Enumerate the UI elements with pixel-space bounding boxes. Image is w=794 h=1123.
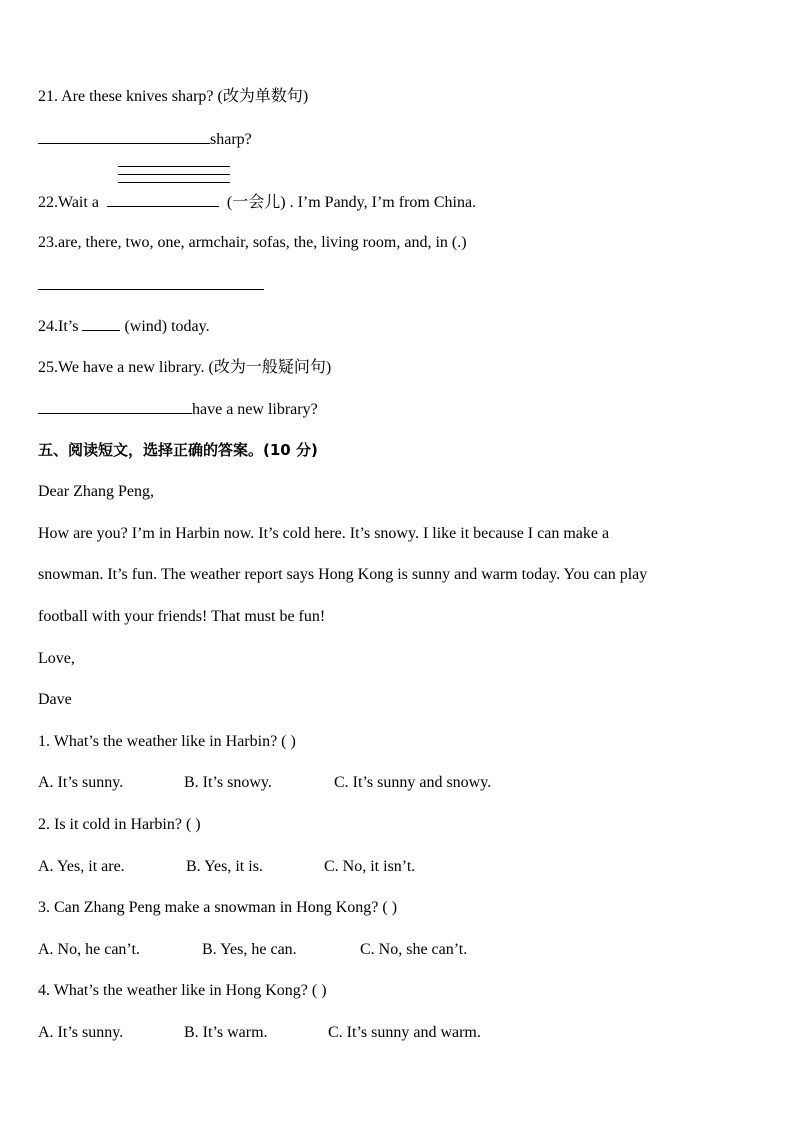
option-a[interactable]: A. It’s sunny. [38, 774, 124, 791]
answer-blank[interactable] [38, 399, 192, 414]
letter-body-line: How are you? I’m in Harbin now. It’s cold here. It’s snowy. I like it because I can make a [38, 525, 610, 542]
question-24-prefix: 24.It’s [38, 318, 79, 335]
question-24-suffix: (wind) today. [124, 318, 210, 335]
reading-question-4: 4. What’s the weather like in Hong Kong? ( ) [38, 982, 327, 999]
option-c[interactable]: C. It’s sunny and warm. [328, 1024, 481, 1041]
letter-closing: Love, [38, 650, 75, 667]
question-23-text: 23.are, there, two, one, armchair, sofas, the, living room, and, in (.) [38, 234, 467, 251]
reading-options-4 [38, 1023, 481, 1043]
reading-options-3 [38, 940, 467, 960]
section-title: 五、阅读短文，选择正确的答案。(10 分) [38, 441, 318, 459]
question-23 [38, 233, 467, 253]
answer-line [118, 166, 230, 167]
question-25 [38, 358, 331, 378]
question-25-answer-line [38, 399, 318, 420]
option-b[interactable]: B. It’s warm. [184, 1024, 268, 1041]
question-24 [38, 316, 210, 337]
question-22-prefix: 22.Wait a [38, 194, 99, 211]
option-c[interactable]: C. It’s sunny and snowy. [334, 774, 492, 791]
option-a[interactable]: A. Yes, it are. [38, 858, 125, 875]
option-b[interactable]: B. Yes, he can. [202, 941, 297, 958]
answer-blank[interactable] [82, 316, 120, 331]
question-25-text: 25.We have a new library. (改为一般疑问句) [38, 359, 332, 376]
answer-line [118, 174, 230, 175]
option-c[interactable]: C. No, it isn’t. [324, 858, 416, 875]
reading-options-2 [38, 857, 415, 877]
letter-signature: Dave [38, 691, 72, 708]
question-21-text: 21. Are these knives sharp? (改为单数句) [38, 88, 309, 105]
option-a[interactable]: A. It’s sunny. [38, 1024, 124, 1041]
question-23-answer-line [38, 275, 264, 296]
question-22-suffix: (一会儿) . I’m Pandy, I’m from China. [226, 194, 477, 211]
letter-body-line: football with your friends! That must be fun! [38, 608, 326, 625]
answer-blank[interactable] [38, 129, 210, 144]
answer-suffix: sharp? [210, 131, 252, 148]
letter-body-line: snowman. It’s fun. The weather report says Hong Kong is sunny and warm today. You can play [38, 566, 648, 583]
question-22 [38, 192, 476, 213]
answer-suffix: have a new library? [192, 401, 318, 418]
option-b[interactable]: B. It’s snowy. [184, 774, 272, 791]
option-b[interactable]: B. Yes, it is. [186, 858, 263, 875]
question-21 [38, 87, 308, 107]
letter-greeting: Dear Zhang Peng, [38, 483, 154, 500]
stacked-answer-lines [118, 166, 230, 190]
reading-options-1 [38, 773, 491, 793]
answer-blank[interactable] [38, 275, 264, 290]
answer-blank[interactable] [107, 192, 219, 207]
question-21-answer-line [38, 129, 252, 150]
reading-question-2: 2. Is it cold in Harbin? ( ) [38, 816, 201, 833]
answer-line [118, 182, 230, 183]
option-a[interactable]: A. No, he can’t. [38, 941, 140, 958]
option-c[interactable]: C. No, she can’t. [360, 941, 468, 958]
reading-question-3: 3. Can Zhang Peng make a snowman in Hong Kong? ( ) [38, 899, 398, 916]
reading-question-1: 1. What’s the weather like in Harbin? ( ) [38, 733, 296, 750]
